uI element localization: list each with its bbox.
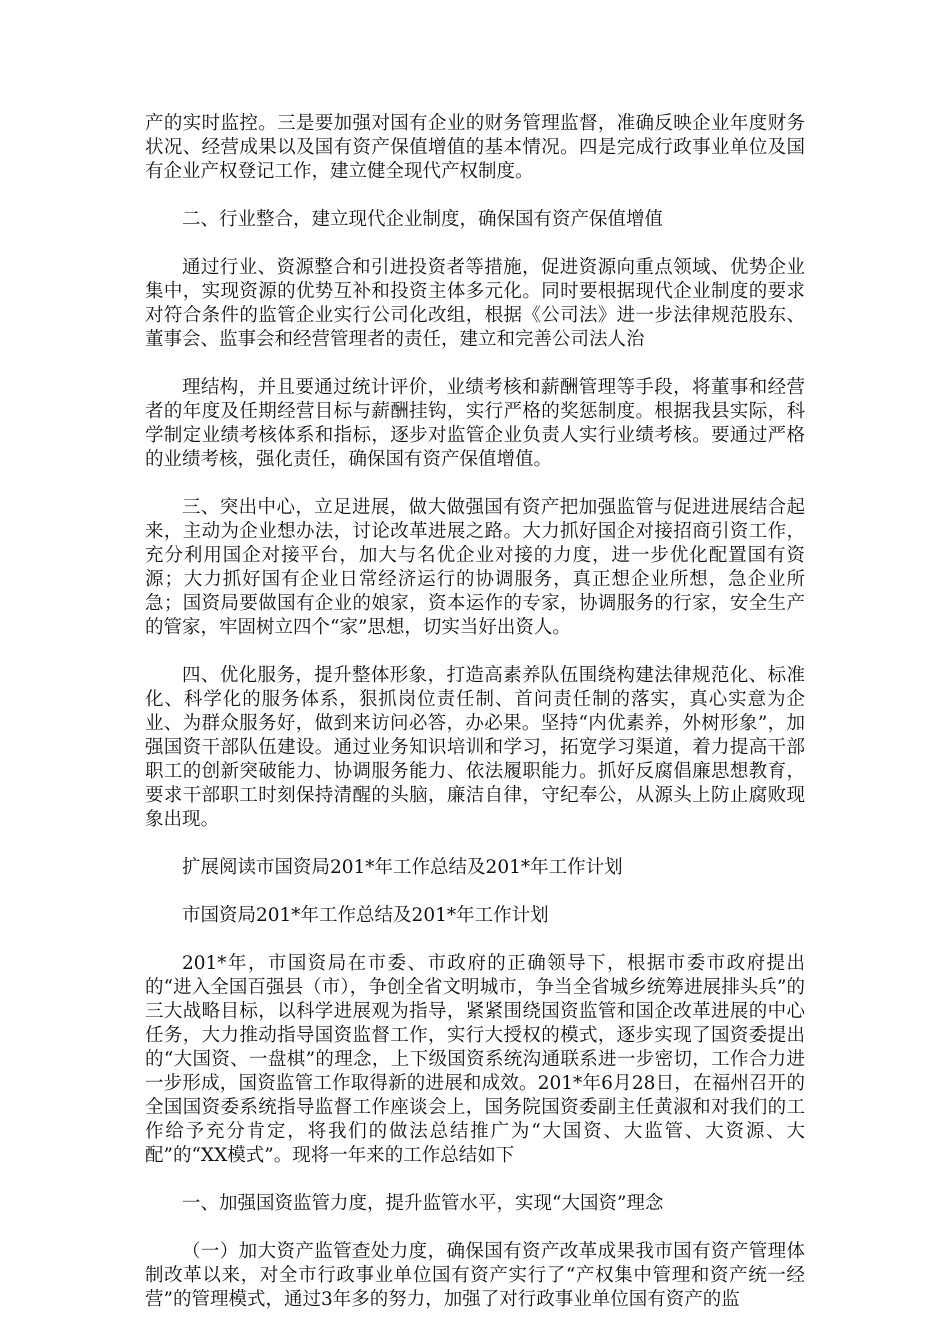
- paragraph: 三、突出中心，立足进展，做大做强国有资产把加强监管与促进进展结合起来，主动为企业想办法，讨论改革进展之路。大力抓好国企对接招商引资工作，充分利用国企对接平台，加大与名优企业对接的力度，进一步优化配置国有资源；大力抓好国有企业日常经济运行的协调服务，真正想企业所想，急企业所急；国资局要做国有企业的娘家，资本运作的专家，协调服务的行家，安全生产的管家，牢固树立四个“家”思想，切实当好出资人。: [145, 497, 805, 638]
- extended-reading-title: 扩展阅读市国资局201*年工作总结及201*年工作计划: [182, 857, 623, 878]
- paragraph: 通过行业、资源整合和引进投资者等措施，促进资源向重点领域、优势企业集中，实现资源的优势互补和投资主体多元化。同时要根据现代企业制度的要求对符合条件的监管企业实行公司化改组，根据《公司法》进一步法律规范股东、董事会、监事会和经营管理者的责任，建立和完善公司法人治: [145, 257, 805, 350]
- paragraph: 201*年，市国资局在市委、市政府的正确领导下，根据市委市政府提出的“进入全国百强县（市），争创全省文明城市，争当全省城乡统筹进展排头兵”的三大战略目标，以科学进展观为指导，紧紧围绕国资监管和国企改革进展的中心任务，大力推动指导国资监督工作，实行大授权的模式，逐步实现了国资委提出的“大国资、一盘棋”的理念，上下级国资系统沟通联系进一步密切，工作合力进一步形成，国资监管工作取得新的进展和成效。201*年6月28日，在福州召开的全国国资委系统指导监督工作座谈会上，国务院国资委副主任黄淑和对我们的工作给予充分肯定，将我们的做法总结推广为“大国资、大监管、大资源、大配”的“XX模式”。现将一年来的工作总结如下: [145, 953, 805, 1166]
- paragraph: （一）加大资产监管查处力度，确保国有资产改革成果我市国有资产管理体制改革以来，对全市行政事业单位国有资产实行了“产权集中管理和资产统一经营”的管理模式，通过3年多的努力，加强了对行政事业单位国有资产的监: [145, 1241, 805, 1310]
- paragraph: 产的实时监控。三是要加强对国有企业的财务管理监督，准确反映企业年度财务状况、经营成果以及国有资产保值增值的基本情况。四是完成行政事业单位及国有企业产权登记工作，建立健全现代产权制度。: [145, 113, 805, 182]
- section-heading: 二、行业整合，建立现代企业制度，确保国有资产保值增值: [182, 209, 664, 230]
- paragraph: 四、优化服务，提升整体形象，打造高素养队伍围绕构建法律规范化、标准化、科学化的服务体系，狠抓岗位责任制、首问责任制的落实，真心实意为企业、为群众服务好，做到来访问必答，办必果。坚持“内优素养，外树形象”，加强国资干部队伍建设。通过业务知识培训和学习，拓宽学习渠道，着力提高干部职工的创新突破能力、协调服务能力、依法履职能力。抓好反腐倡廉思想教育，要求干部职工时刻保持清醒的头脑，廉洁自律，守纪奉公，从源头上防止腐败现象出现。: [145, 665, 805, 830]
- document-page: [145, 112, 805, 1336]
- paragraph: 理结构，并且要通过统计评价，业绩考核和薪酬管理等手段，将董事和经营者的年度及任期经营目标与薪酬挂钩，实行严格的奖惩制度。根据我县实际，科学制定业绩考核体系和指标，逐步对监管企业负责人实行业绩考核。要通过严格的业绩考核，强化责任，确保国有资产保值增值。: [145, 377, 805, 470]
- section-heading: 一、加强国资监管力度，提升监管水平，实现“大国资”理念: [182, 1193, 664, 1214]
- document-title: 市国资局201*年工作总结及201*年工作计划: [182, 905, 549, 926]
